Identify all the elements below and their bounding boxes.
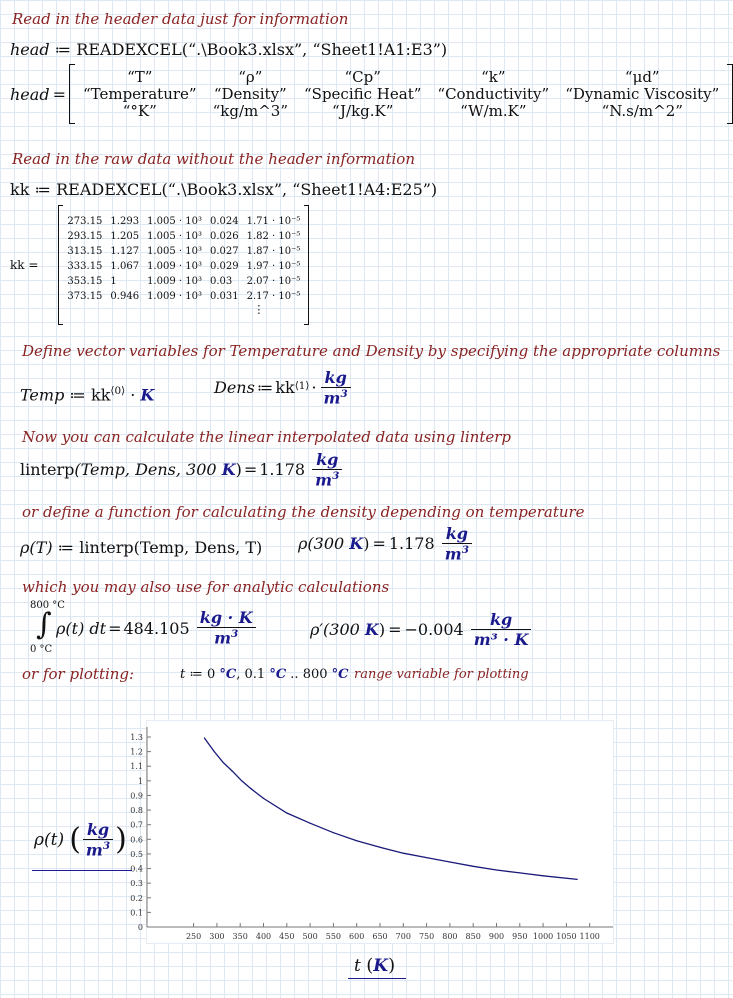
rho-lhs: ρ(T) — [20, 538, 53, 557]
y-tick-label: 0.2 — [130, 893, 143, 903]
temp-unit: K — [140, 385, 155, 405]
kk-cell: 1.005 · 10³ — [147, 246, 202, 257]
kk-cell: 1.005 · 10³ — [147, 216, 202, 227]
head-cell: “μd” — [624, 67, 660, 86]
kk-cell: 1.005 · 10³ — [147, 231, 202, 242]
rho-eval-lhs: ρ(300 — [298, 534, 345, 554]
rho-evaluation[interactable]: ρ(300 K ) = 1.178 $\frac{kg}{m^3}$ — [298, 524, 474, 563]
range-variable[interactable]: t ≔ 0 °C, 0.1 °C .. 800 °C — [180, 667, 349, 682]
kk-cell: 273.15 — [67, 216, 103, 227]
data-point — [286, 812, 287, 813]
kk-expr: READEXCEL(“.\Book3.xlsx”, “Sheet1!A4:E25”) — [56, 180, 438, 199]
kk-cell: 1.97 · 10⁻⁵ — [246, 261, 301, 272]
head-cell: “J/kg.K” — [331, 101, 394, 120]
linterp-arg-unit: K — [221, 460, 236, 480]
derivative-lhs: ρ′(300 — [310, 620, 360, 639]
x-tick-label: 1000 — [532, 932, 554, 941]
head-expr: READEXCEL(“.\Book3.xlsx”, “Sheet1!A1:E3”) — [76, 40, 448, 59]
x-tick-label: 650 — [372, 932, 388, 941]
temp-rhs: kk — [91, 385, 111, 405]
x-tick-label: 550 — [325, 932, 342, 941]
xlabel-underline — [348, 978, 406, 979]
kk-cell: 0.946 — [110, 291, 140, 302]
comment-define-vectors: Define vector variables for Temperature and Density by specifying the appropriate columns — [22, 342, 721, 360]
kk-cell: 1.127 — [110, 246, 140, 257]
kk-cell: 1.205 — [110, 231, 140, 242]
data-point — [222, 762, 223, 763]
data-point — [577, 879, 578, 880]
y-tick-label: 0.5 — [130, 849, 143, 859]
assign-op: ≔ — [34, 180, 52, 199]
head-cell: “ρ” — [238, 67, 263, 86]
head-result[interactable] — [10, 64, 733, 124]
kk-ellipsis: ⋮ — [253, 303, 265, 316]
y-tick-label: 1.1 — [130, 762, 143, 772]
kk-cell: 0.031 — [209, 291, 239, 302]
y-tick-label: 1 — [137, 776, 143, 786]
data-point — [310, 823, 311, 824]
data-point — [543, 875, 544, 876]
data-point — [232, 771, 233, 772]
temp-col: ⟨0⟩ — [110, 385, 126, 397]
kk-cell: 1.293 — [110, 216, 140, 227]
kk-cell: 293.15 — [67, 231, 103, 242]
kk-cell: 1.009 · 10³ — [147, 291, 202, 302]
derivative-result: −0.004 — [404, 620, 464, 639]
kk-cell: 2.17 · 10⁻⁵ — [246, 291, 301, 302]
x-tick-label: 600 — [349, 932, 365, 941]
comment-range-variable: range variable for plotting — [354, 667, 529, 682]
linterp-fn: linterp — [20, 460, 75, 480]
kk-cell: 2.07 · 10⁻⁵ — [246, 276, 301, 287]
x-tick-label: 1100 — [579, 932, 600, 941]
head-cell: “Cp” — [344, 67, 381, 86]
dens-var: Dens — [214, 378, 255, 398]
kk-cell: 1.71 · 10⁻⁵ — [246, 216, 301, 227]
x-tick-label: 800 — [442, 932, 458, 941]
y-tick-label: 0.9 — [130, 791, 143, 801]
temp-var: Temp — [20, 385, 65, 405]
y-tick-label: 0.3 — [130, 879, 143, 889]
dens-col: ⟨1⟩ — [294, 380, 310, 392]
comment-analytic: which you may also use for analytic calculations — [22, 578, 390, 596]
x-tick-label: 1050 — [556, 932, 577, 941]
kk-cell: 0.029 — [209, 261, 239, 272]
series-line — [204, 738, 577, 879]
assign-op: ≔ — [54, 40, 72, 59]
comment-linterp: Now you can calculate the linear interpolated data using linterp — [22, 428, 512, 446]
data-point — [519, 872, 520, 873]
comment-plotting: or for plotting: — [22, 665, 135, 683]
ylabel-underline — [32, 870, 132, 871]
x-tick-label: 500 — [302, 932, 318, 941]
head-cell: “Conductivity” — [437, 84, 550, 103]
x-tick-label: 750 — [418, 932, 435, 941]
data-point — [213, 750, 214, 751]
linterp-args: Temp, Dens, 300 — [80, 460, 217, 480]
rho-function-definition[interactable]: ρ(T) ≔ linterp(Temp, Dens, T) — [20, 538, 263, 557]
x-tick-label: 350 — [232, 932, 248, 941]
head-cell: “N.s/m^2” — [601, 101, 683, 120]
head-cell: “kg/m^3” — [212, 101, 288, 120]
kk-cell: 1.009 · 10³ — [147, 276, 202, 287]
data-point — [204, 737, 205, 738]
kk-cell: 313.15 — [67, 246, 103, 257]
integral-sign: ∫ — [36, 607, 52, 642]
rho-rhs: linterp(Temp, Dens, T) — [79, 538, 263, 557]
dens-unit-den: m — [323, 388, 341, 408]
x-tick-label: 450 — [279, 932, 295, 941]
integral-lower: 0 °C — [30, 644, 53, 655]
plot-ylabel[interactable]: ρ(t) ( $\frac{kg}{m^3}$ ) — [34, 820, 127, 860]
data-point — [379, 847, 380, 848]
data-point — [473, 866, 474, 867]
data-point — [333, 832, 334, 833]
kk-cell: 333.15 — [67, 261, 103, 272]
comment-define-function: or define a function for calculating the density depending on temperature — [22, 503, 585, 521]
dens-definition[interactable]: Dens ≔ kk ⟨1⟩ · $\frac{kg}{m^3}$ — [214, 368, 353, 407]
y-tick-label: 0.6 — [130, 835, 143, 845]
kk-cell: 0.026 — [209, 231, 239, 242]
temp-definition[interactable]: Temp ≔ $kk^{⟨0⟩} \cdot K$ — [20, 385, 155, 405]
x-tick-label: 850 — [465, 932, 481, 941]
x-tick-label: 250 — [185, 932, 202, 941]
y-tick-label: 1.3 — [130, 733, 143, 742]
kk-cell: 1.009 · 10³ — [147, 261, 202, 272]
data-point — [426, 857, 427, 858]
head-matrix — [75, 69, 727, 120]
kk-cell: 1.067 — [110, 261, 140, 272]
linterp-result: 1.178 — [259, 460, 306, 480]
comment-raw-data: Read in the raw data without the header information — [12, 150, 415, 168]
derivative-calc[interactable]: ρ′(300 K ) = −0.004 $\frac{kg}{\text{m³ · K}}$ — [310, 610, 533, 649]
dens-rhs: kk — [275, 378, 295, 398]
head-cell: “Specific Heat” — [304, 84, 422, 103]
kk-result-label: kk = — [10, 258, 39, 272]
head-var: head — [10, 40, 50, 59]
head-cell: “Dynamic Viscosity” — [565, 84, 720, 103]
plot-xlabel[interactable]: t (K) — [354, 955, 396, 976]
data-point — [241, 780, 242, 781]
x-tick-label: 950 — [512, 932, 528, 941]
plot-area[interactable] — [130, 720, 614, 944]
linterp-calc[interactable]: linterp ( Temp, Dens, 300 K ) = 1.178 $\frac{kg}{m^3}$ — [20, 450, 344, 489]
head-cell: “Temperature” — [82, 84, 197, 103]
integrand: ρ(t) dt — [56, 618, 107, 638]
data-point — [250, 788, 251, 789]
kk-matrix — [63, 214, 304, 304]
kk-var: kk — [10, 180, 30, 199]
kk-cell: 1.82 · 10⁻⁵ — [246, 231, 301, 242]
x-tick-label: 700 — [395, 932, 411, 941]
head-cell: “W/m.K” — [460, 101, 527, 120]
x-tick-label: 400 — [255, 932, 272, 941]
head-cell: “T” — [127, 67, 153, 86]
kk-cell: 0.027 — [209, 246, 239, 257]
head-result-var: head — [10, 84, 50, 104]
matrix-right-bracket — [727, 64, 733, 124]
kk-cell: 353.15 — [67, 276, 103, 287]
head-cell: “k” — [481, 67, 506, 86]
integral-calc[interactable]: 800 °C ∫ 0 °C ρ(t) dt = 484.105 $\frac{kg \cdot K}{m^3}$ — [30, 602, 258, 654]
integral-upper: 800 °C — [30, 600, 65, 611]
y-tick-label: 0.8 — [130, 806, 143, 816]
head-definition[interactable] — [10, 40, 447, 59]
comment-header-info: Read in the header data just for information — [12, 10, 349, 28]
kk-result[interactable] — [10, 205, 309, 325]
data-point — [496, 869, 497, 870]
equals-sign: = — [52, 84, 66, 104]
head-cell: “°K” — [122, 101, 157, 120]
kk-right-bracket — [304, 205, 309, 325]
data-point — [449, 861, 450, 862]
y-tick-label: 1.2 — [130, 747, 143, 757]
dens-unit-num: kg — [324, 368, 347, 387]
data-point — [263, 798, 264, 799]
kk-cell: 373.15 — [67, 291, 103, 302]
y-tick-label: 0.1 — [130, 908, 143, 918]
kk-definition[interactable] — [10, 180, 437, 199]
y-tick-label: 0 — [137, 923, 143, 932]
kk-cell: 0.03 — [209, 276, 233, 287]
kk-cell: 1.87 · 10⁻⁵ — [246, 246, 301, 257]
density-plot — [130, 721, 613, 943]
rho-eval-result: 1.178 — [388, 534, 435, 554]
kk-cell: 0.024 — [209, 216, 239, 227]
x-tick-label: 300 — [209, 932, 225, 941]
y-tick-label: 0.4 — [130, 864, 143, 874]
data-point — [403, 853, 404, 854]
kk-cell: 1 — [110, 276, 117, 287]
data-point — [356, 840, 357, 841]
x-tick-label: 900 — [488, 932, 505, 941]
head-cell: “Density” — [213, 84, 287, 103]
y-tick-label: 0.7 — [130, 820, 143, 830]
integral-result: 484.105 — [123, 618, 190, 638]
